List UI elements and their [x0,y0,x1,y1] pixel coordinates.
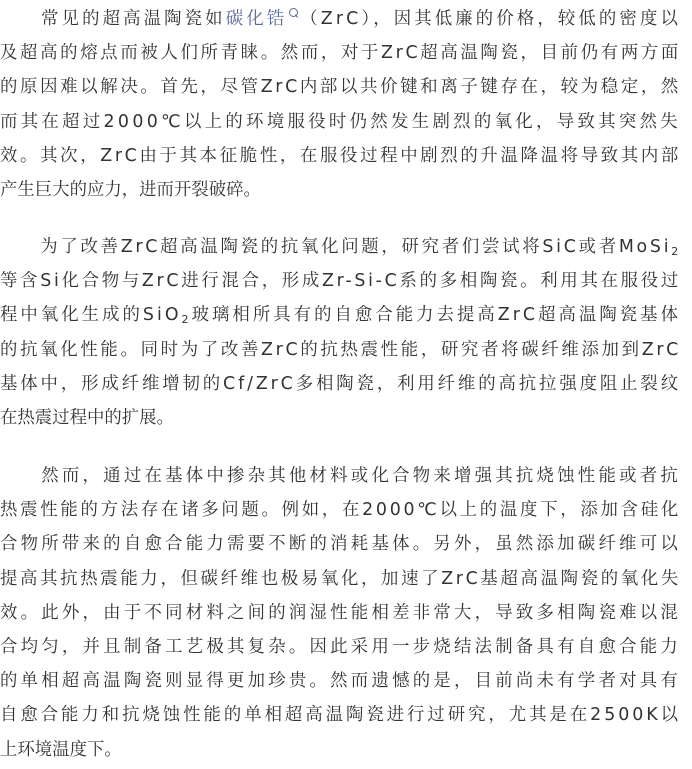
line-text [0,459,681,493]
line-text [0,664,681,698]
paragraph-3-line [0,596,692,630]
line-text [0,493,681,527]
paragraph-2-line [0,367,692,401]
paragraph-3-line [0,562,692,596]
text-run: 然而，通过在基体中掺杂其他材料或化合物来增强其抗烧蚀性能或者抗 [0,466,681,486]
line-text [0,298,681,332]
text-run: 上环境温度下。 [0,739,122,760]
search-icon[interactable] [289,8,298,17]
paragraph-3-line [0,493,692,527]
text-run: 产生巨大的应力，进而开裂破碎。 [0,180,261,200]
paragraph-3-line [0,459,692,493]
text-run: 提高其抗热震能力，但碳纤维也极易氧化，加速了ZrC基超高温陶瓷的氧化失 [0,568,681,589]
line-text [0,173,261,207]
paragraph-2-line [0,333,692,367]
line-text [0,230,681,264]
text-run: 等含Si化合物与ZrC进行混合，形成Zr-Si-C系的多相陶瓷。利用其在服役过 [0,271,681,292]
paragraph-3-line [0,630,692,664]
subscript: 2 [671,245,681,258]
paragraph-1-line [0,173,692,207]
subscript: 2 [181,313,192,327]
text-run: 基体中，形成纤维增韧的Cf/ZrC多相陶瓷，利用纤维的高抗拉强度阻止裂纹 [0,373,681,394]
text-run: 为了改善ZrC超高温陶瓷的抗氧化问题，研究者们尝试将SiC或者MoSi [0,237,672,257]
text-run: 的单相超高温陶瓷则显得更加珍贵。然而遗憾的是，目前尚未有学者对具有 [0,671,681,692]
line-text [0,527,681,561]
line-text [0,401,174,435]
text-run: 效。其次，ZrC由于其本征脆性，在服役过程中剧烈的升温降温将导致其内部 [0,145,681,166]
paragraph-3-line [0,664,692,698]
text-run: （ZrC），因其低廉的价格，较低的密度以 [300,9,681,29]
text-run: 及超高的熔点而被人们所青睐。然而，对于ZrC超高温陶瓷，目前仍有两方面 [0,43,681,64]
line-text [0,2,681,36]
paragraph-2-line [0,230,692,264]
line-text [0,733,122,767]
text-run: 自愈合能力和抗烧蚀性能的单相超高温陶瓷进行过研究，尤其是在2500K以 [0,705,681,726]
term-link[interactable]: 碳化锆 [225,9,288,29]
line-text [0,264,681,298]
text-run: 常见的超高温陶瓷如 [0,9,226,29]
line-text [0,562,681,596]
line-text [0,596,681,630]
text-run: 在热震过程中的扩展。 [0,408,174,428]
line-text [0,333,681,367]
paragraph-1-line [0,139,692,173]
paragraph-1-line [0,36,692,70]
line-text [0,36,681,70]
line-text [0,105,681,139]
text-run: 合物所带来的自愈合能力需要不断的消耗基体。另外，虽然添加碳纤维可以 [0,534,681,555]
text-run: 合均匀，并且制备工艺极其复杂。因此采用一步烧结法制备具有自愈合能力 [0,637,681,657]
paragraph-3-line [0,527,692,561]
line-text [0,70,681,104]
text-run: 而其在超过2000℃以上的环境服役时仍然发生剧烈的氧化，导致其突然失 [0,111,681,132]
paragraph-2-line [0,298,692,332]
line-text [0,367,681,401]
line-text [0,630,681,664]
paragraph-1-line [0,2,692,36]
text-run: 程中氧化生成的SiO [0,305,182,326]
paragraph-2-line [0,264,692,298]
text-run: 玻璃相所具有的自愈合能力去提高ZrC超高温陶瓷基体 [191,305,681,326]
paragraph-3-line [0,698,692,732]
text-run: 效。此外，由于不同材料之间的润湿性能相差非常大，导致多相陶瓷难以混 [0,602,681,623]
text-run: 的抗氧化性能。同时为了改善ZrC的抗热震性能，研究者将碳纤维添加到ZrC [0,339,681,360]
paragraph-3-line [0,733,692,767]
line-text [0,139,681,173]
line-text [0,698,681,732]
paragraph-1-line [0,70,692,104]
text-run: 热震性能的方法存在诸多问题。例如，在2000℃以上的温度下，添加含硅化 [0,500,681,521]
paragraph-1-line [0,105,692,139]
paragraph-2-line [0,401,692,435]
text-run: 的原因难以解决。首先，尽管ZrC内部以共价键和离子键存在，较为稳定，然 [0,77,681,98]
